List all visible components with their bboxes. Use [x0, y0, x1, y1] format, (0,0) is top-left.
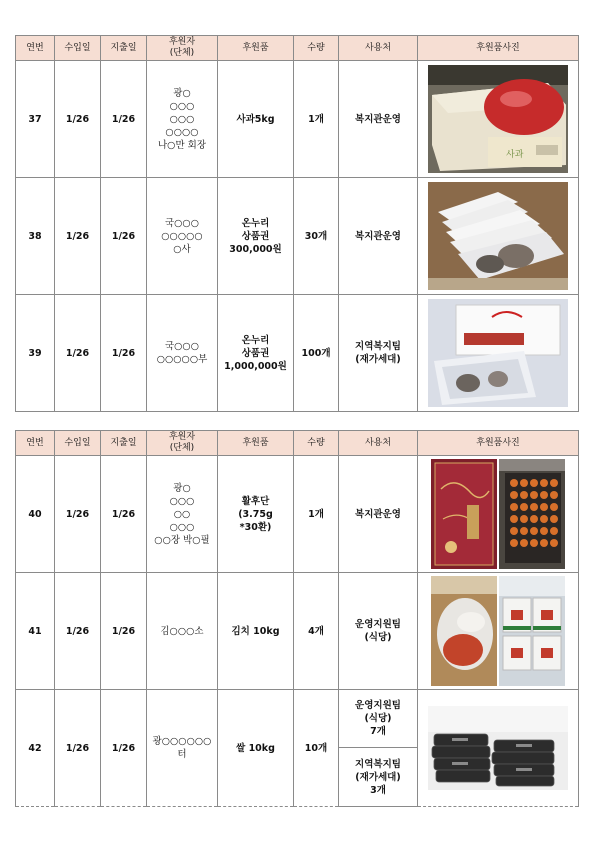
- col-header-usage: 사용처: [339, 36, 418, 61]
- row-no: 37: [16, 61, 55, 178]
- row-donor: [147, 573, 218, 690]
- row-out-date: 1/26: [101, 178, 147, 295]
- donor-line: ○○○: [169, 100, 195, 112]
- apple-box-photo: [428, 65, 568, 173]
- gift-voucher-fan-photo: [428, 182, 568, 290]
- donor-line: ○사: [173, 243, 191, 255]
- row-out-date: 1/26: [101, 456, 147, 573]
- row-photo-cell: [418, 456, 579, 573]
- donation-table-2: [15, 430, 579, 807]
- donor-line: ○○○○○부: [156, 354, 208, 365]
- col-header-in-date: 수입일: [55, 431, 101, 456]
- col-header-no: 연번: [16, 36, 55, 61]
- item-line: 활후단: [241, 495, 270, 507]
- row-item: [218, 61, 294, 178]
- table-header-row: [16, 431, 579, 456]
- col-header-donor: 후원자 (단체): [147, 36, 218, 61]
- item-line: *30환): [239, 521, 272, 533]
- row-donor: [147, 690, 218, 807]
- usage-line: (식당): [364, 632, 392, 643]
- item-line: 온누리: [241, 334, 270, 346]
- row-out-date: 1/26: [101, 690, 147, 807]
- row-donor: [147, 61, 218, 178]
- usage-line: 3개: [370, 784, 386, 796]
- usage-line: (식당): [364, 713, 392, 724]
- row-out-date: 1/26: [101, 573, 147, 690]
- item-line: 김치 10kg: [231, 625, 280, 637]
- donor-line: ○○○: [169, 113, 195, 125]
- donor-line: ○○○: [169, 521, 195, 533]
- usage-line: 지역복지팀: [355, 758, 401, 770]
- row-usage: [339, 573, 418, 690]
- col-header-qty: 수량: [294, 36, 339, 61]
- usage-line: 복지관운영: [355, 113, 401, 125]
- row-item: [218, 456, 294, 573]
- svg-text:사과: 사과: [506, 150, 524, 160]
- item-line: 300,000원: [229, 243, 282, 255]
- item-line: 쌀 10kg: [236, 742, 275, 754]
- row-photo-cell: [418, 690, 579, 807]
- row-in-date: 1/26: [55, 61, 101, 178]
- row-donor: [147, 456, 218, 573]
- row-usage: [339, 456, 418, 573]
- donor-line: ○○○○: [165, 126, 199, 138]
- donor-line: 국○○○: [164, 341, 200, 352]
- donor-line: 광○○○○○○: [152, 736, 212, 747]
- donor-line: 광○: [173, 482, 191, 494]
- row-item: [218, 178, 294, 295]
- row-out-date: 1/26: [101, 61, 147, 178]
- donor-line: 김○○○소: [160, 625, 204, 637]
- row-photo-cell: [418, 295, 579, 412]
- col-header-usage: 사용처: [339, 431, 418, 456]
- col-header-out-date: 지출일: [101, 36, 147, 61]
- row-qty: 1개: [294, 61, 339, 178]
- col-header-out-date: 지출일: [101, 431, 147, 456]
- col-header-qty: 수량: [294, 431, 339, 456]
- gift-voucher-stack-photo: [428, 299, 568, 407]
- row-out-date: 1/26: [101, 295, 147, 412]
- table-row: [16, 178, 579, 295]
- table-row: [16, 295, 579, 412]
- item-line: 사과5kg: [236, 113, 275, 125]
- row-usage: [339, 295, 418, 412]
- row-in-date: 1/26: [55, 456, 101, 573]
- donor-line: ○○장 박○필: [154, 534, 210, 546]
- row-usage-part: [339, 748, 418, 807]
- table-row: [16, 573, 579, 690]
- donor-line: 나○만 회장: [157, 139, 207, 151]
- donor-line: 국○○○: [164, 217, 200, 229]
- table-row: [16, 456, 579, 573]
- donor-line: ○○○: [169, 495, 195, 507]
- col-header-no: 연번: [16, 431, 55, 456]
- usage-line: 운영지원팀: [355, 619, 401, 630]
- usage-line: 복지관운영: [355, 230, 401, 242]
- item-line: 1,000,000원: [224, 360, 287, 372]
- row-qty: 100개: [294, 295, 339, 412]
- row-no: 40: [16, 456, 55, 573]
- item-line: 상품권: [241, 230, 270, 242]
- item-line: 온누리: [241, 217, 270, 229]
- usage-line: (재가세대): [355, 771, 401, 783]
- row-qty: 30개: [294, 178, 339, 295]
- row-no: 39: [16, 295, 55, 412]
- item-line: 상품권: [241, 347, 270, 359]
- row-qty: 4개: [294, 573, 339, 690]
- table-header-row: [16, 36, 579, 61]
- col-header-donor: 후원자 (단체): [147, 431, 218, 456]
- kimchi-bag-photo: [431, 576, 497, 686]
- row-qty: 10개: [294, 690, 339, 807]
- donor-line: ○○: [173, 508, 191, 520]
- row-photo-cell: [418, 178, 579, 295]
- usage-line: (재가세대): [355, 354, 401, 365]
- col-header-photo: 후원품사진: [418, 431, 579, 456]
- donor-line: 광○: [173, 87, 191, 99]
- row-usage-part: [339, 690, 418, 748]
- kimchi-boxes-photo: [499, 576, 565, 686]
- col-header-photo: 후원품사진: [418, 36, 579, 61]
- row-usage: [339, 178, 418, 295]
- row-donor: [147, 178, 218, 295]
- row-in-date: 1/26: [55, 690, 101, 807]
- red-gift-box-photo: [431, 459, 497, 569]
- row-usage: [339, 61, 418, 178]
- row-donor: [147, 295, 218, 412]
- row-in-date: 1/26: [55, 178, 101, 295]
- row-no: 41: [16, 573, 55, 690]
- gold-pills-tray-photo: [499, 459, 565, 569]
- row-in-date: 1/26: [55, 295, 101, 412]
- col-header-item: 후원품: [218, 36, 294, 61]
- usage-line: 복지관운영: [355, 508, 401, 520]
- row-no: 38: [16, 178, 55, 295]
- table-row: [16, 690, 579, 748]
- row-photo-cell: [418, 573, 579, 690]
- item-line: (3.75g: [238, 508, 273, 520]
- usage-line: 7개: [370, 726, 386, 737]
- usage-line: 운영지원팀: [355, 700, 401, 711]
- row-item: [218, 295, 294, 412]
- row-item: [218, 573, 294, 690]
- col-header-in-date: 수입일: [55, 36, 101, 61]
- col-header-item: 후원품: [218, 431, 294, 456]
- table-row: [16, 61, 579, 178]
- donor-line: ○○○○○: [161, 230, 203, 242]
- row-item: [218, 690, 294, 807]
- donation-table-1: [15, 35, 579, 412]
- row-in-date: 1/26: [55, 573, 101, 690]
- usage-line: 지역복지팀: [355, 341, 401, 352]
- row-qty: 1개: [294, 456, 339, 573]
- rice-bags-photo: [428, 706, 568, 790]
- row-photo-cell: [418, 61, 579, 178]
- donor-line: 터: [177, 749, 187, 760]
- row-no: 42: [16, 690, 55, 807]
